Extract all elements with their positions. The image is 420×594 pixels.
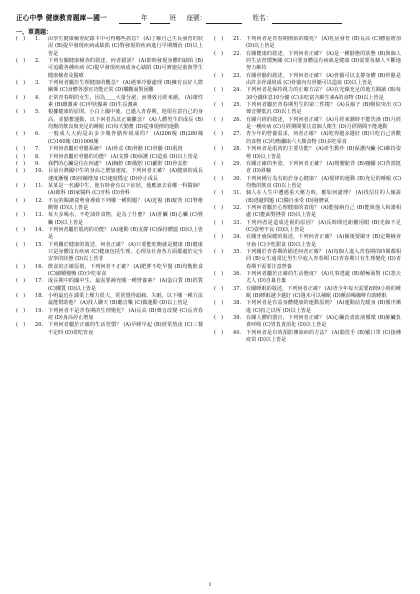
- question-item: [214, 271, 401, 286]
- question-text: 下列何者屬於生理健康的概念？ (A)遇事冷靜處理 (B)擁有良好人際關係 (C)身體各器官功能正常 (D)樂觀面對困難: [48, 80, 203, 94]
- question-text: 下列何者屬於骨骼系統？ (A)骨盆 (B)骨骼 (C)骨髓 (D)肌肉: [48, 146, 183, 153]
- answer-blank[interactable]: ( ): [214, 50, 224, 57]
- question-text: 小明最近在課業上壓力很大，常常覺得頭痛、失眠，以下哪一種方法最能幫助他？ (A)找人聊天 (B)聽音樂 (C)做運動 (D)以上皆是: [48, 293, 203, 307]
- header-title: [16, 12, 107, 24]
- question-text: 下列何者是肌肉的主要功能？ (A)產生動作 (B)保護內臟 (C)維持姿勢 (D)以上皆是: [246, 146, 401, 160]
- question-number: 16.: [35, 263, 44, 270]
- question-text: 目前台灣國中生的身高之增加速度，下列何者正確？ (A)健康的成長速度漸慢 (B)持續增加 (C)速度穩定 (D)停止成長: [48, 168, 203, 182]
- question-number: 1.: [35, 36, 40, 42]
- question-item: [16, 212, 203, 227]
- question-number: 15.: [35, 241, 44, 248]
- question-text: 每天多喝水，不吃油炸食物，是為了什麼？ (A)肝臟 (B)心臟 (C)腎臟 (D)以上皆是: [48, 212, 203, 226]
- question-number: 31.: [233, 190, 242, 197]
- question-item: [214, 73, 401, 88]
- answer-blank[interactable]: ( ): [16, 226, 26, 233]
- question-number: 8.: [35, 153, 40, 160]
- question-text: 下列何者是青春期開始的徵兆？ (A)乳房發育 (B)長高 (C)體重增加 (D)以上皆是: [246, 36, 401, 50]
- answer-blank[interactable]: ( ): [214, 190, 224, 197]
- answer-blank[interactable]: ( ): [214, 175, 224, 182]
- question-text: 一般成人大約是由多少塊骨骼所組成的？ (A)206塊 (B)280塊 (C)160塊 (D)1006塊: [48, 131, 203, 145]
- question-number: 37.: [233, 285, 242, 292]
- answer-blank[interactable]: ( ): [16, 212, 26, 219]
- question-text: 某某是一名國中生，他有時會有以下症狀，他應該去看哪一科醫師？ (A)眼科 (B)家醫科 (C)牙科 (D)骨科: [48, 182, 203, 197]
- question-number: 2.: [35, 58, 40, 65]
- question-number: 17.: [35, 278, 44, 285]
- answer-blank[interactable]: ( ): [16, 109, 26, 116]
- question-item: [16, 95, 203, 110]
- question-text: 有關正確的坐姿，下列何者正確？ (A)彎腰駝背 (B)翹腳 (C)背部挺直 (D)斜躺: [246, 160, 401, 175]
- question-item: [214, 300, 401, 315]
- question-text: 正常青春期的女生，因為＿＿大量分泌，而導致月經來潮。 (A)雄性素 (B)雌激素 (C)甲狀腺素 (D)生長激素: [48, 94, 203, 109]
- right-column: [214, 36, 401, 576]
- answer-blank[interactable]: ( ): [16, 241, 26, 248]
- question-item: [16, 198, 203, 213]
- question-number: 24.: [233, 87, 242, 94]
- question-item: [16, 131, 203, 146]
- answer-blank[interactable]: ( ): [214, 116, 224, 123]
- question-number: 33.: [233, 219, 242, 226]
- question-item: [214, 161, 401, 176]
- answer-blank[interactable]: ( ): [16, 293, 26, 300]
- answer-blank[interactable]: ( ): [214, 300, 224, 307]
- answer-blank[interactable]: ( ): [16, 94, 26, 101]
- question-text: 下列何者不是青春期的生理變化？ (A)長高 (B)聲音改變 (C)長青春痘 (D)身高停止增加: [48, 307, 203, 322]
- answer-blank[interactable]: ( ): [214, 271, 224, 277]
- question-item: [16, 183, 203, 198]
- grade-label: 年: [140, 14, 148, 22]
- question-number: 39.: [233, 315, 242, 322]
- question-item: [214, 249, 401, 271]
- answer-blank[interactable]: ( ): [16, 80, 26, 87]
- question-text: 下列何者屬於正確的生活習慣？ (A)早睡早起 (B)經常熬夜 (C)三餐不定時 (D)常吃宵夜: [48, 322, 203, 336]
- question-number: 34.: [233, 234, 242, 241]
- page-number: 1: [208, 582, 212, 588]
- seat-blank: [206, 15, 242, 24]
- question-item: [16, 154, 203, 161]
- question-number: 5.: [35, 109, 40, 116]
- question-number: 30.: [233, 175, 242, 182]
- question-item: [214, 315, 401, 330]
- name-blank: [272, 15, 342, 24]
- question-item: [16, 146, 203, 153]
- class-blank: [150, 15, 170, 24]
- question-text: 下列何種行為有助於身心健康？ (A)規律的運動 (B)充足的睡眠 (C)均衡的飲食 (D)以上皆是: [246, 175, 401, 189]
- answer-blank[interactable]: ( ): [214, 36, 224, 42]
- question-text: 青少年的營養需求，何者正確？ (A)吃得越多越好 (B)只吃自己喜歡的食物 (C)均衡攝取六大類食物 (D)多吃零食: [246, 131, 401, 145]
- question-number: 11.: [35, 182, 44, 189]
- left-column: [16, 36, 203, 576]
- question-item: [214, 190, 401, 205]
- question-number: 9.: [35, 160, 40, 167]
- question-text: 下列何者屬於骨骼的功能？ (A)支撐 (B)保護 (C)造血 (D)以上皆是: [48, 153, 198, 160]
- question-item: [16, 293, 203, 308]
- question-number: 4.: [35, 94, 40, 101]
- question-text: 下列關於青春期的描述何者正確？ (A)每個人進入青春期的時間都相同 (B)女生通常比男生早進入青春期 (C)青春期只有生理變化 (D)青春期不需要注意營養: [246, 248, 401, 270]
- question-number: 6.: [35, 131, 40, 138]
- question-item: [214, 330, 401, 345]
- question-item: [214, 131, 401, 146]
- answer-blank[interactable]: ( ): [214, 329, 224, 336]
- question-number: 26.: [233, 116, 242, 123]
- question-item: [16, 264, 203, 279]
- question-text: 有關睡眠的敘述，下列何者正確？ (A)青少年每天需要8到9小時的睡眠 (B)睡眠越少越好 (C)週末可以補眠 (D)睡前喝咖啡有助睡眠: [246, 285, 401, 300]
- question-text: 不良的閱讀姿勢會導致下列哪一種問題？ (A)近視 (B)駝背 (C)脊椎側彎 (D)以上皆是: [48, 197, 203, 211]
- question-item: [16, 109, 203, 131]
- question-number: 7.: [35, 146, 40, 153]
- question-number: 28.: [233, 146, 242, 153]
- answer-blank[interactable]: ( ): [214, 160, 224, 167]
- question-number: 10.: [35, 168, 44, 175]
- question-item: [16, 308, 203, 323]
- question-text: 下列何者是有益身體健康的運動原則？ (A)運動前先暖身 (B)循序漸進 (C)持之以恆 (D)以上皆是: [246, 300, 401, 314]
- question-item: [16, 168, 203, 183]
- section-title: 一、單選題：: [16, 29, 53, 36]
- question-text: 下列何者是有效預防傳染病的方法？ (A)勤洗手 (B)戴口罩 (C)接種疫苗 (D)以上皆是: [246, 329, 401, 344]
- question-item: [214, 234, 401, 249]
- answer-blank[interactable]: ( ): [214, 234, 224, 241]
- question-item: [214, 102, 401, 117]
- answer-blank[interactable]: ( ): [214, 248, 224, 255]
- question-text: 下列關於健康的敘述，何者正確？ (A)只要能吃飽就是健康 (B)健康只是身體沒有疾病 (C)健康包括生理、心理及社會各方面都處於完全安寧的狀態 (D)以上皆非: [48, 241, 203, 263]
- answer-blank[interactable]: ( ): [16, 131, 26, 138]
- exam-title: 健康教育題庫—國一: [45, 14, 107, 22]
- question-item: [16, 80, 203, 95]
- question-number: 25.: [233, 102, 242, 109]
- question-text: 下列何者屬於肌肉的功能？ (A)運動 (B)支撐 (C)保持體溫 (D)以上皆是: [48, 226, 203, 241]
- answer-blank[interactable]: ( ): [16, 36, 26, 42]
- question-number: 18.: [35, 293, 44, 300]
- question-number: 29.: [233, 160, 242, 167]
- question-text: 成長期中的國中生，最需要補充哪一種營養素？ (A)蛋白質 (B)鈣質 (C)鐵質 (D)以上皆是: [48, 278, 203, 292]
- question-number: 35.: [233, 248, 242, 255]
- question-number: 14.: [35, 226, 44, 233]
- question-number: 40.: [233, 329, 242, 336]
- question-item: [16, 58, 203, 80]
- answer-blank[interactable]: ( ): [214, 102, 224, 109]
- question-number: 23.: [233, 72, 242, 79]
- question-text: 下列何者屬於青春期男生的第二性徵？ (A)長鬍子 (B)喉結突出 (C)聲音變低沉 (D)以上皆是: [246, 102, 401, 116]
- question-number: 38.: [233, 300, 242, 307]
- question-text: 下列何者屬於心理健康的表現？ (A)能接納自己 (B)能與他人和諧相處 (C)能面對挫折 (D)以上皆是: [246, 204, 401, 219]
- question-text: 根據健康的原則，小白上國中後，已邁入青春期，他很在意自己的身高，並勤奮運動，以下何者為其正確觀念？ (A)人體男生的成長 (B)均衡的飲食與充足的睡眠 (C)每天勤奮 (D)從事規律的運動: [48, 109, 203, 131]
- answer-blank[interactable]: ( ): [16, 146, 26, 153]
- question-text: 下列有關健康檢查的敘述，何者錯誤？ (A)即時發現身體的缺陷 (B)可追蹤各種疾病 (C)提早發現疾病或身心缺陷 (D)可實施兒童與學生健康檢查及醫療: [48, 58, 203, 79]
- question-item: [214, 286, 401, 301]
- grade-blank: [119, 15, 141, 24]
- question-number: 21.: [233, 36, 242, 42]
- answer-blank[interactable]: ( ): [16, 168, 26, 175]
- question-item: [16, 242, 203, 264]
- question-text: 有關人體的器官，下列何者正確？ (A)心臟負責血液循環 (B)肺臟負責呼吸 (C)胃負責消化 (D)以上皆是: [246, 315, 401, 329]
- answer-blank[interactable]: ( ): [214, 219, 224, 226]
- question-item: [214, 146, 401, 161]
- answer-blank[interactable]: ( ): [16, 322, 26, 329]
- question-item: [214, 117, 401, 132]
- exam-header: [16, 12, 406, 24]
- question-number: 32.: [233, 204, 242, 211]
- answer-blank[interactable]: ( ): [214, 87, 224, 94]
- answer-blank[interactable]: ( ): [16, 182, 26, 189]
- school-name: 正心中學: [16, 14, 44, 22]
- question-number: 12.: [35, 197, 44, 204]
- question-number: 3.: [35, 80, 40, 87]
- question-text: 下列何者是造成近視的原因？ (A)長時間近距離用眼 (B)光線不足 (C)姿勢不良 (D)以上皆是: [246, 219, 401, 233]
- answer-blank[interactable]: ( ): [16, 197, 26, 204]
- question-text: 有關骨骼的敘述，下列何者正確？ (A)骨骼可以支撐身體 (B)骨骼是由許多骨頭組成 (C)骨骼內有骨髓可以造血 (D)以上皆是: [246, 72, 401, 87]
- question-number: 36.: [233, 271, 242, 277]
- question-number: 20.: [35, 322, 44, 329]
- answer-blank[interactable]: ( ): [16, 263, 26, 270]
- answer-blank[interactable]: ( ): [214, 204, 224, 211]
- answer-blank[interactable]: ( ): [214, 285, 224, 292]
- question-item: [214, 87, 401, 102]
- question-item: [16, 36, 203, 58]
- question-text: 由學生健康檢查紀錄卡中可得哪些訊息？ (A)了解自己生長發育的狀況 (B)提早發現疾病或缺陷 (C)對發現的疾病進行早期矯治 (D)以上皆是: [48, 36, 203, 57]
- question-item: [214, 36, 401, 51]
- name-label: 姓名：: [252, 14, 273, 22]
- question-text: 有關月經的敘述，下列何者正確？ (A)月經來潮時不能洗澡 (B)月經是一種疾病 (C)月經期間要注意個人衛生 (D)月經期間不能運動: [246, 116, 401, 131]
- answer-blank[interactable]: ( ): [214, 131, 224, 138]
- answer-blank[interactable]: ( ): [16, 307, 26, 314]
- question-number: 27.: [233, 131, 242, 138]
- question-item: [214, 220, 401, 235]
- question-number: 22.: [233, 50, 242, 57]
- question-text: 飲食的正確原則，下列何者不正確？ (A)肥胖不吃早餐 (B)均衡飲食 (C)細嚼慢嚥 (D)少吃零食: [48, 263, 203, 277]
- question-text: 有關牙齒保健的敘述，下列何者正確？ (A)飯後要刷牙 (B)定期檢查牙齒 (C)少吃甜食 (D)以上皆是: [246, 234, 401, 248]
- class-label: 班: [169, 14, 177, 22]
- question-text: 下列何者是保持視力的正確方法？ (A)在光線充足的地方閱讀 (B)每30分鐘休息10分鐘 (C)多吃富含維生素A的食物 (D)以上皆是: [246, 87, 401, 101]
- question-number: 19.: [35, 307, 44, 314]
- question-text: 下列何者屬於正確的生活態度？ (A)凡事逃避 (B)積極面對 (C)怨天尤人 (D)自暴自棄: [246, 271, 401, 285]
- answer-blank[interactable]: ( ): [16, 278, 26, 285]
- answer-blank[interactable]: ( ): [16, 160, 26, 167]
- question-text: 有關健康的敘述，下列何者正確？ (A)是一種靜態的狀態 (B)與個人的生活習慣無關 (C)只要身體沒有病就是健康 (D)需要每個人不斷地努力維持: [246, 50, 401, 72]
- seat-label: 座號：: [186, 14, 207, 22]
- answer-blank[interactable]: ( ): [16, 58, 26, 65]
- answer-blank[interactable]: ( ): [214, 72, 224, 79]
- question-item: [16, 227, 203, 242]
- answer-blank[interactable]: ( ): [214, 146, 224, 153]
- answer-blank[interactable]: ( ): [214, 315, 224, 322]
- question-text: 我們的心臟是位在何處？ (A)胸腔 (B)腹腔 (C)顱腔 (D)骨盆腔: [48, 160, 188, 167]
- question-item: [214, 205, 401, 220]
- question-number: 13.: [35, 212, 44, 219]
- question-item: [16, 278, 203, 293]
- question-item: [214, 176, 401, 191]
- question-text: 個人在人生中遭遇重大壓力時，應如何處理？ (A)找信任的人傾訴 (B)逃避問題 (C)獨自承受 (D)發脾氣: [246, 190, 401, 204]
- answer-blank[interactable]: ( ): [16, 153, 26, 160]
- question-item: [16, 322, 203, 337]
- question-item: [214, 51, 401, 73]
